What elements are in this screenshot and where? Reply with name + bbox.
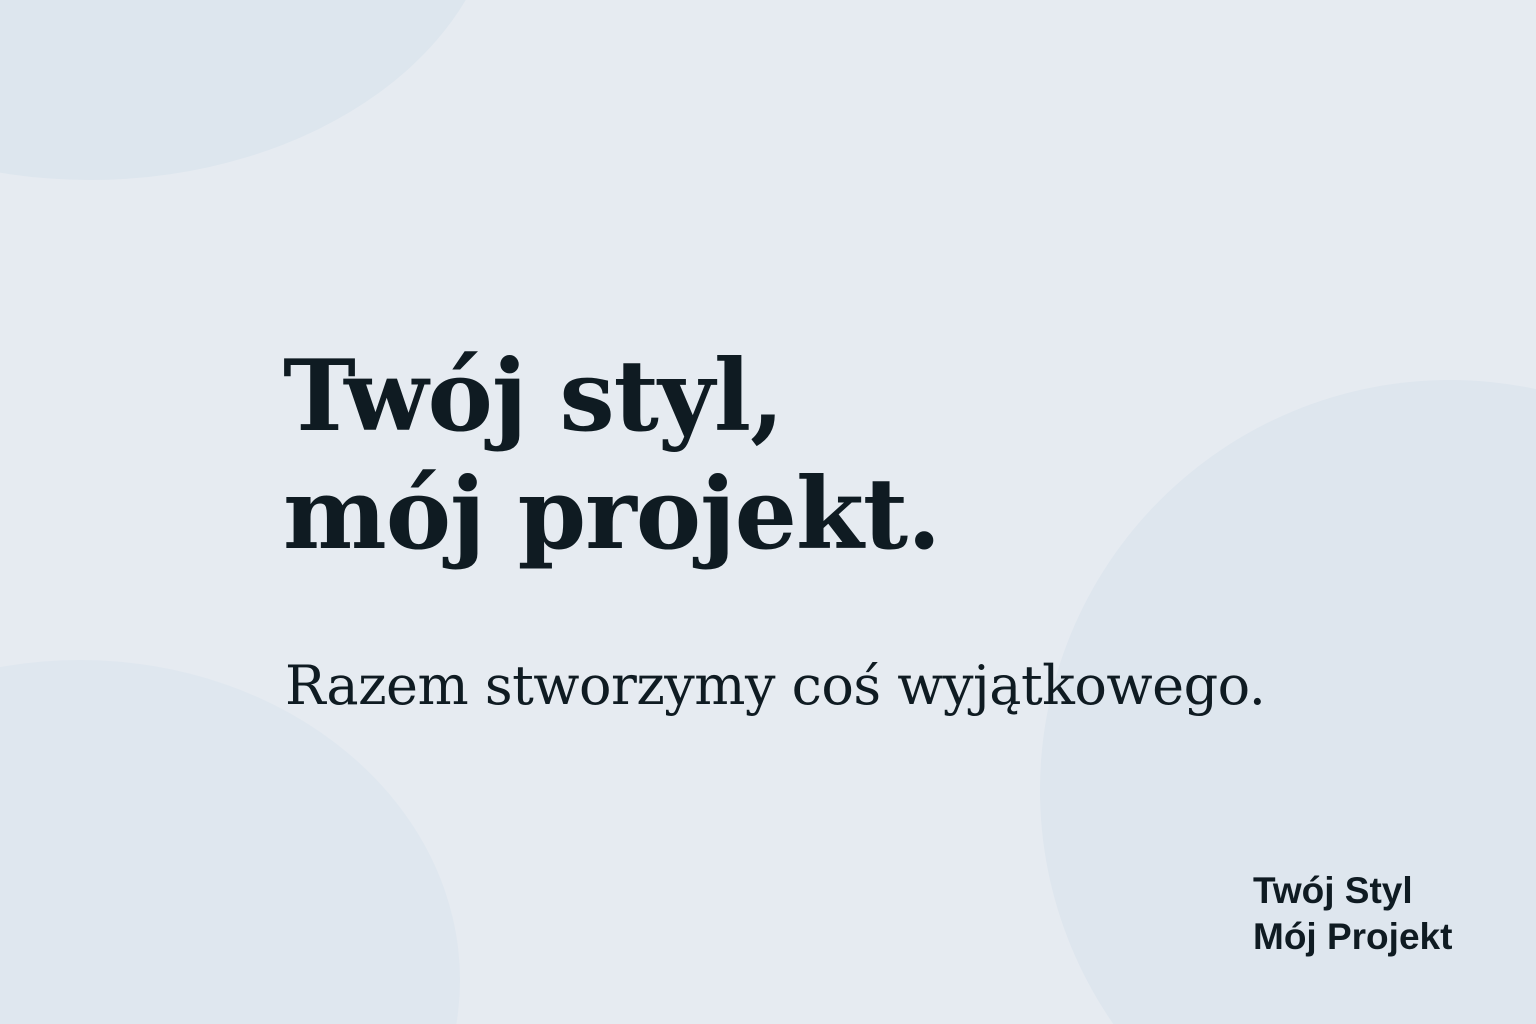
headline-line-1: Twój styl, xyxy=(283,339,784,454)
headline xyxy=(283,338,940,574)
tagline: Razem stworzymy coś wyjątkowego. xyxy=(285,654,1266,717)
logo-line-1: Twój Styl xyxy=(1253,870,1413,911)
headline-line-2: mój projekt. xyxy=(283,457,941,572)
logo-line-2: Mój Projekt xyxy=(1253,916,1453,957)
background-shape-top-left xyxy=(0,0,500,180)
brand-logo-text xyxy=(1253,868,1452,960)
